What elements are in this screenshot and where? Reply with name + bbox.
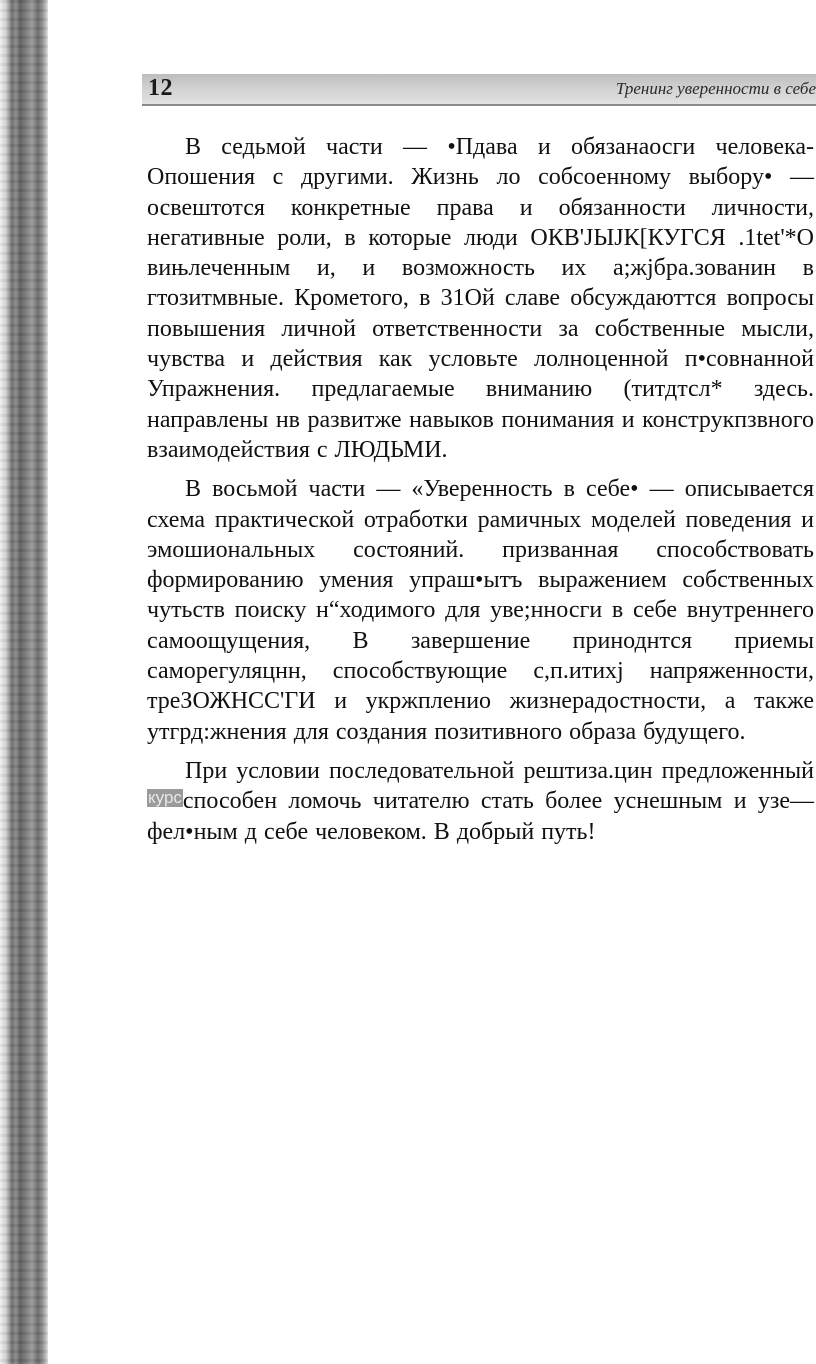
paragraph-conclusion-end: способен ломочь читателю стать более уснешным и узе— фел•ным д себе человеком. В добрый путь! (147, 788, 814, 845)
paragraph-part-seven: В седьмой части — •Пдава и обязанаосги человека-Опошения с другими. Жизнь ло собсоенному выбору• — освештотся конкретные права и обязанности личности, негативные роли, в которые люди ОКВ'ЈЫЈК[КУГСЯ .1tet'*О вињлеченным и, и возможность их а;жјбра.зованин в гтозитмвные. Крометого, в 31Ой славе обсуждаюттся вопросы повышения личной ответственности за собственные мысли, чувства и действия как условьте лолноценной п•совнанной Упражнения. предлагаемые вниманию (титдтсл* здесь. направлены нв развитже навыков понимания и конструкпзвного взаимодействия с ЛЮДЬМИ. (147, 134, 814, 463)
paragraph-part-eight: В восьмой части — «Уверенность в себе• — описывается схема практической отработки рамичных моделей поведения и эмошиональных состояний. призванная способствовать формированию умения упраш•ытъ выражением собственных чутьств поиску н“ходимого для уве;нносги в себе внутреннего самоощущения, В завершение приноднтся приемы саморегуляцнн, способствующие с,п.итихј напряженности, треЗОЖНСС'ГИ и укржпленио жизнерадостности, а также утгрд:жнения для создания позитивного образа будущего. (147, 476, 814, 745)
page-binding-edge (0, 0, 48, 1364)
page-number: 12 (148, 75, 173, 101)
inline-word-image: курс (148, 788, 182, 808)
running-title: Тренинг уверенности в себе (615, 79, 816, 98)
running-header (142, 74, 816, 106)
paragraph-conclusion-start: При условии последовательной рештиза.цин предложенный (185, 757, 814, 784)
paragraph-conclusion (147, 756, 814, 847)
text-body (147, 132, 814, 856)
